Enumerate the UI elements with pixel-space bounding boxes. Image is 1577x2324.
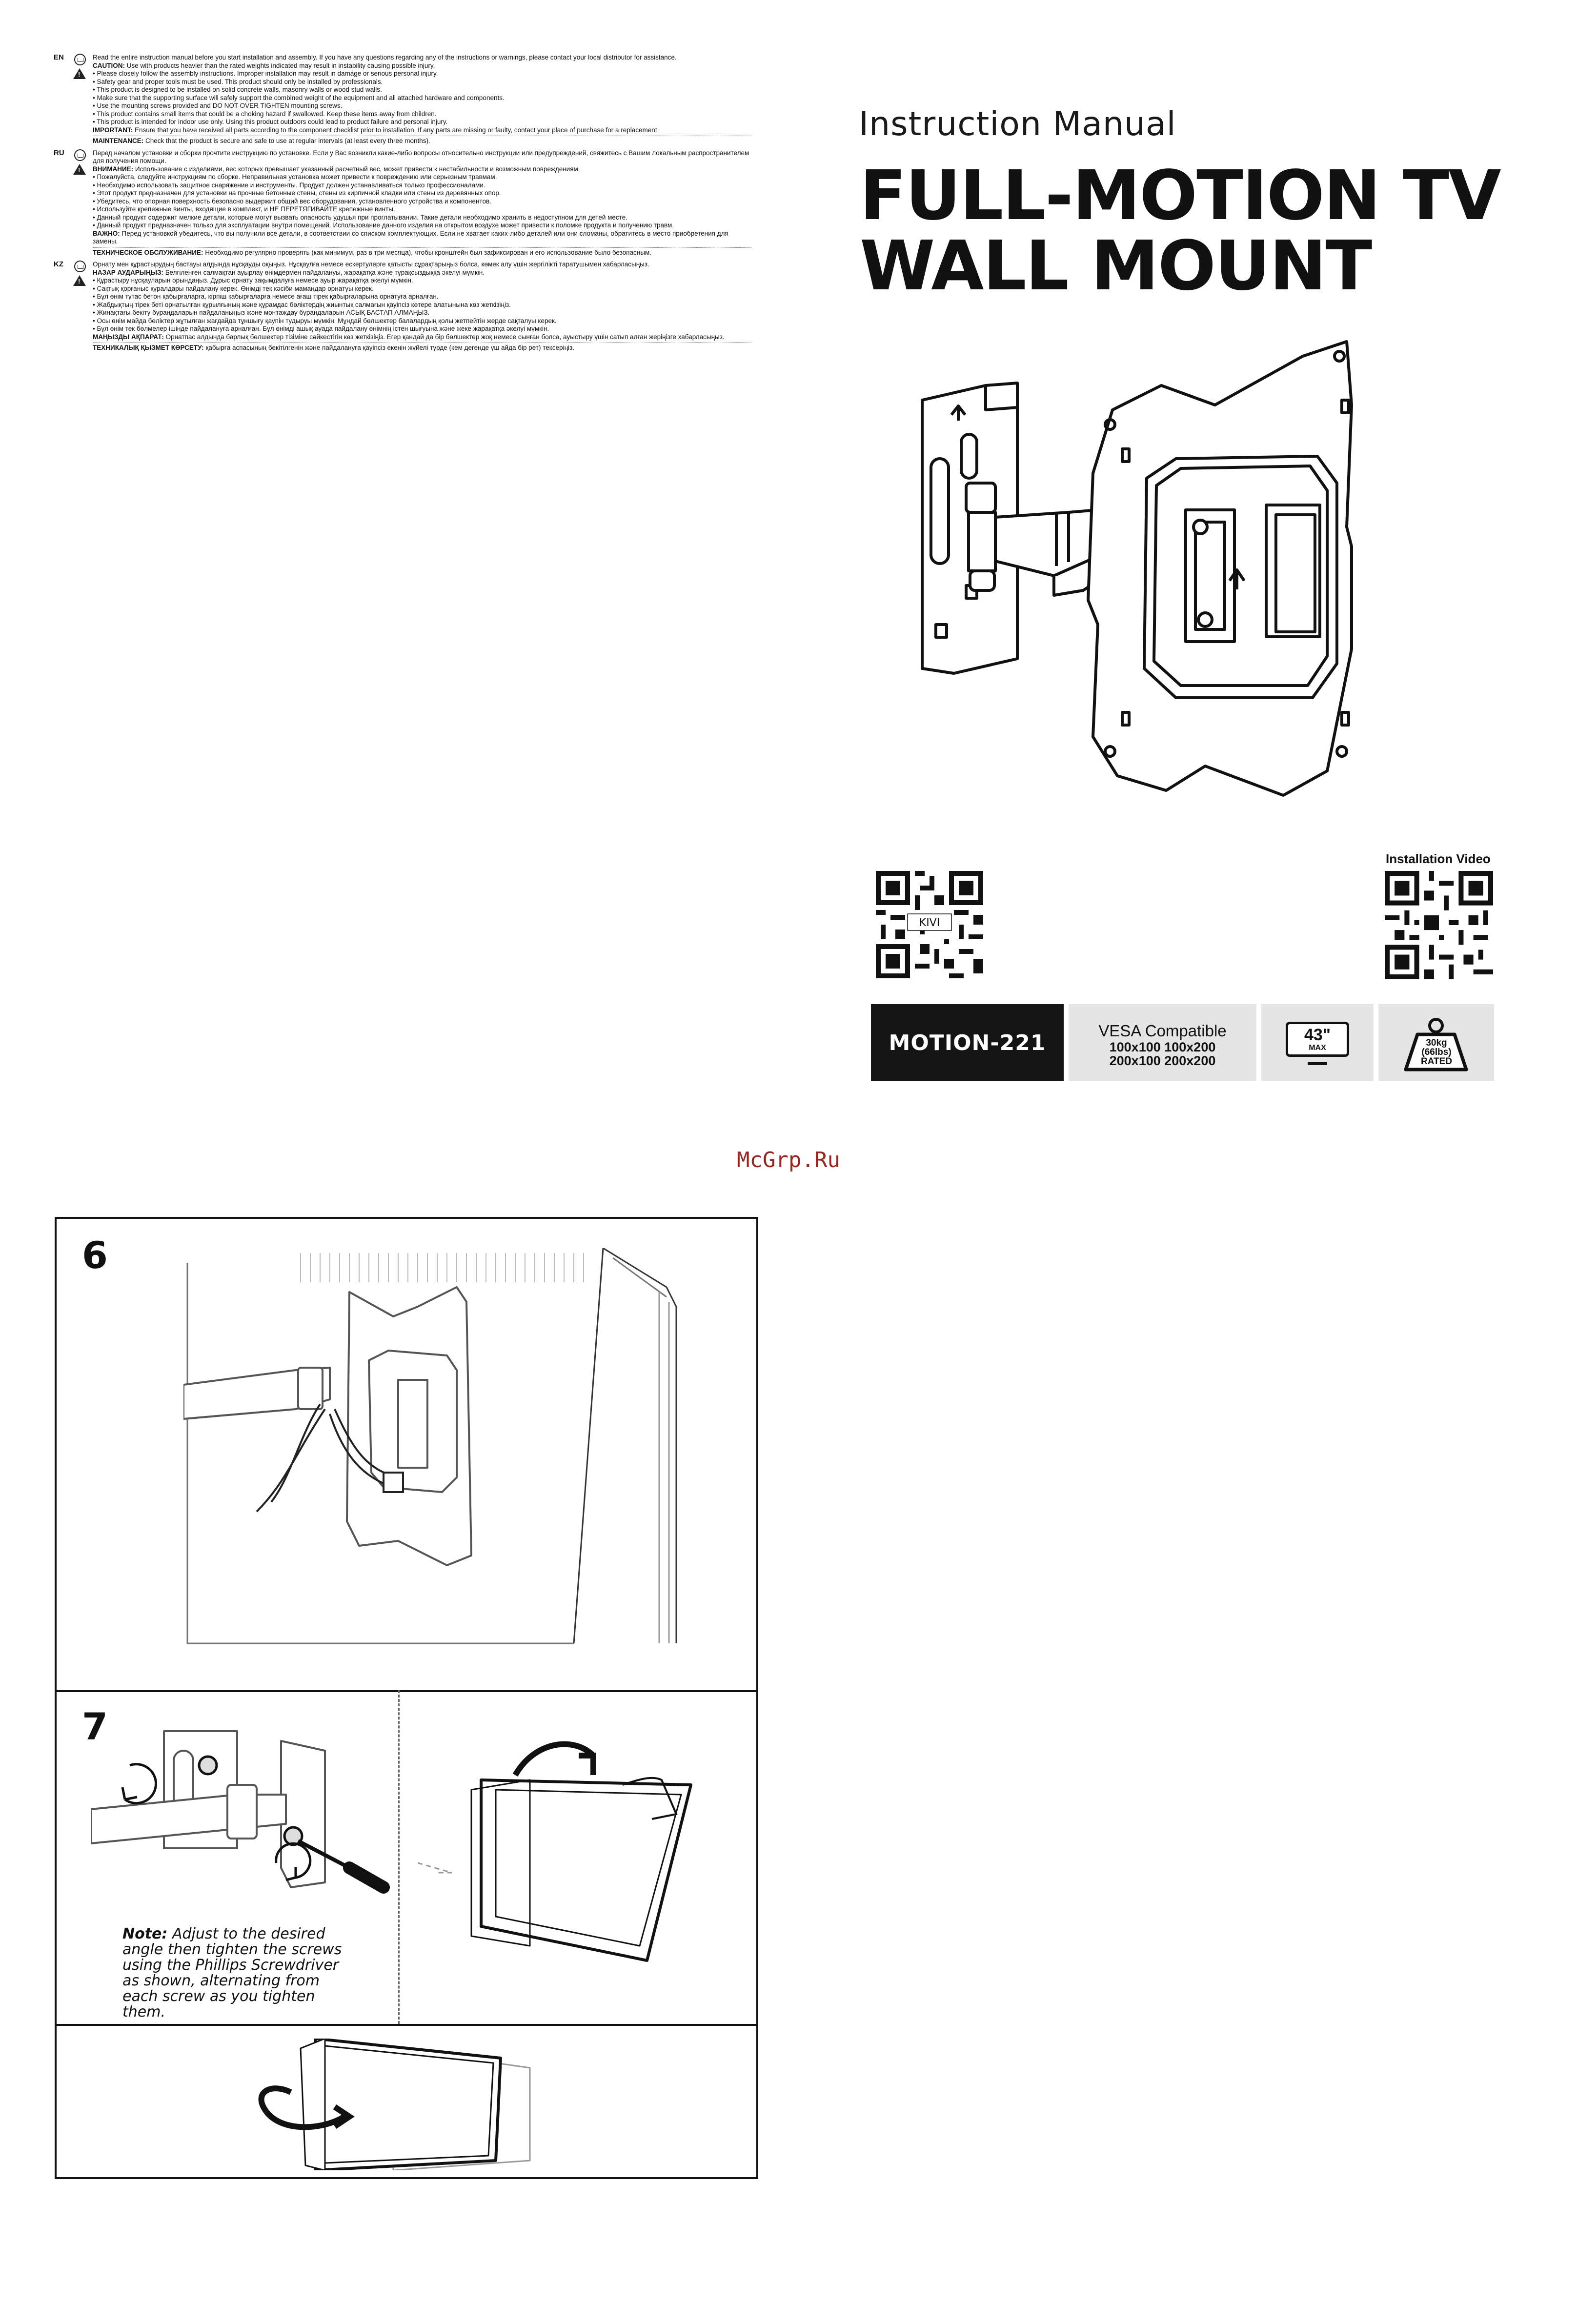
warning-icon: [73, 275, 86, 286]
note-label: Note:: [122, 1925, 168, 1942]
tv-icon: [1286, 1022, 1349, 1057]
maintenance-line: MAINTENANCE: Check that the product is secure and safe to use at regular intervals (at least every three months).: [93, 136, 751, 145]
maintenance-line: ТЕХНИЧЕСКОЕ ОБСЛУЖИВАНИЕ: Необходимо регулярно проверять (как минимум, раз в три месяца), чтобы кронштейн был зафиксирован и его использование было безопасным.: [93, 247, 751, 257]
weight-kg: 30kg: [1426, 1038, 1447, 1048]
safety-item: • Safety gear and proper tools must be used. This product should only be installed by professionals.: [93, 78, 383, 85]
warning-icon: [73, 164, 86, 175]
safety-item: • Необходимо использовать защитное снаряжение и инструменты. Продукт должен устанавливаться только профессионалами.: [93, 181, 485, 189]
installation-video-label: Installation Video: [1386, 851, 1491, 866]
vesa-badge: [1069, 1004, 1256, 1081]
weight-text: [1411, 1038, 1462, 1066]
safety-item: • Бұл өнім тұтас бетон қабырғаларға, кірпіш қабырғаларға немесе ағаш тірек қабырғаларына орнатуға арналған.: [93, 293, 439, 300]
read-manual-icon: [74, 54, 86, 65]
step-6-number: 6: [82, 1233, 108, 1277]
warning-icon: [73, 68, 86, 79]
step7-tilt-illustration: [418, 1707, 749, 2009]
intro-text: Read the entire instruction manual before you start installation and assembly. If you have any questions regarding any of the instructions or warnings, please contact your local distributor for assistance.: [93, 54, 677, 61]
important-line: МАҢЫЗДЫ АҚПАРАТ: Орнатпас алдында барлық бөлшектер тізімінe сәйкестігін көз жеткізіңіз. Егер қандай да бір бөлшектер жоқ немесе сынған болса, ауыстыру үшін сатып алған жеріңізге хабарласыңыз.: [93, 333, 725, 341]
kivi-qr-code[interactable]: [876, 871, 983, 978]
manual-subtitle: Instruction Manual: [859, 105, 1176, 143]
vesa-sizes-line2: 200x100 200x200: [1109, 1053, 1216, 1068]
intro-text: Перед началом установки и сборки прочтите инструкцию по установке. Если у Вас возникли какие-либо вопросы относительно инструкции или предупреждений, свяжитесь с Вашим локальным распространителем для получения помощи.: [93, 149, 749, 164]
lang-code-ru: RU: [54, 148, 64, 157]
max-screen-badge: [1261, 1004, 1374, 1081]
safety-item: • Сақтық қорғаныс құралдары пайдалану керек. Өнімді тек кәсіби мамандар орнатуы керек.: [93, 284, 374, 292]
step-divider: [57, 1690, 756, 1692]
note-text: Adjust to the desired angle then tighten the screws using the Phillips Screwdriver as shown, alternating from each screw as you tighten them.: [122, 1925, 342, 2021]
caution-line: НАЗАР АУДАРЫҢЫЗ: Белгіленген салмақтан ауырлау өнімдермен пайдалануы, жарақатқа және тұрақсыздыққа әкелуі мүмкін.: [93, 268, 485, 276]
safety-item: • Жинақтағы бекіту бұрандаларын пайдаланыңыз және монтаждау бұрандаларын АСЫҚ БАСТАП АЛМАҢЫЗ.: [93, 309, 430, 316]
safety-item: • Осы өнім майда бөліктер жұтылған жағдайда тұншығу қаупін тудыруы мүмкін. Мұндай бөлшектер балалардың қолы жетпейтін жерде сақталуы керек.: [93, 317, 557, 324]
safety-kz: [54, 261, 751, 352]
safety-item: • Этот продукт предназначен для установки на прочные бетонные стены, стены из кирпичной кладки или стены из деревянных опор.: [93, 189, 501, 197]
safety-item: • This product is intended for indoor use only. Using this product outdoors could lead to product failure and personal injury.: [93, 118, 448, 125]
safety-item: • Құрастыру нұсқауларын орындаңыз. Дұрыс орнату зақымдалуға немесе ауыр жарақатқа әкелуі мүмкін.: [93, 277, 413, 284]
safety-ru: [54, 149, 751, 257]
model-badge: MOTION-221: [871, 1004, 1064, 1081]
max-size-value: 43": [1304, 1026, 1331, 1044]
step8-swivel-illustration: [252, 2039, 593, 2170]
installation-steps-panel: [55, 1217, 758, 2179]
important-line: IMPORTANT: Ensure that you have received all parts according to the component checklist prior to installation. If any parts are missing or faulty, contact your place of purchase for a replacement.: [93, 126, 659, 134]
read-manual-icon: [74, 261, 86, 272]
important-line: ВАЖНО: Перед установкой убедитесь, что вы получили все детали, в соответствии со списком комплектующих. Если не хватает каких-либо деталей или они сломаны, обратитесь в место приобретения для замены.: [93, 229, 728, 245]
caution-line: ВНИМАНИЕ: Использование с изделиями, вес которых превышает указанный расчетный вес, может привести к нестабильности и возможным повреждениям.: [93, 165, 580, 173]
safety-item: • This product contains small items that could be a choking hazard if swallowed. Keep these items away from children.: [93, 110, 437, 118]
intro-text: Орнату мен құрастырудың бастауы алдында нұсқауды оқыңыз. Нұсқаулға немесе ескертулерге қатысты сұрақтарыңыз болса, көмек алу үшін жергілікті таратушымен хабарласыңыз.: [93, 261, 649, 268]
step7-tighten-illustration: [91, 1721, 393, 1917]
weight-lbs: (66lbs): [1421, 1047, 1452, 1057]
lang-code-en: EN: [54, 53, 64, 61]
safety-item: • Make sure that the supporting surface will safely support the combined weight of the equipment and all attached hardware and components.: [93, 94, 505, 101]
step7-divider: [398, 1690, 400, 2024]
product-title: [860, 156, 1500, 306]
step-divider: [57, 2024, 756, 2026]
vesa-sizes-line1: 100x100 100x200: [1109, 1040, 1216, 1054]
wall-mount-illustration: [912, 327, 1478, 869]
step-7-number: 7: [82, 1705, 108, 1748]
qr-brand-label: KIVI: [919, 917, 940, 929]
lang-code-kz: KZ: [54, 260, 63, 268]
safety-item: • Данный продукт содержит мелкие детали, которые могут вызвать опасность удушья при проглатывании. Такие детали необходимо хранить в недоступном для детей месте.: [93, 213, 627, 221]
step7-note: [122, 1926, 357, 2020]
safety-item: • This product is designed to be installed on solid concrete walls, masonry walls or wood stud walls.: [93, 86, 382, 93]
safety-item: • Данный продукт предназначен только для эксплуатации внутри помещений. Использование данного изделия на открытом воздухе может привести к поломке продукта и получению травм.: [93, 222, 674, 229]
safety-item: • Жабдықтың тірек беті орнатылған құрылғының және құрамдас бөліктердің жиынтық салмағын қауіпсіз көтере алатынына көз жеткізіңіз.: [93, 301, 511, 308]
max-size-label: MAX: [1309, 1044, 1326, 1052]
title-line-1: FULL-MOTION TV: [860, 156, 1500, 236]
safety-item: • Please closely follow the assembly instructions. Improper installation may result in damage or serious personal injury.: [93, 70, 438, 77]
safety-item: • Use the mounting screws provided and DO NOT OVER TIGHTEN mounting screws.: [93, 102, 343, 109]
weight-rating-badge: [1378, 1004, 1494, 1081]
safety-en: [54, 54, 751, 145]
title-line-2: WALL MOUNT: [860, 226, 1372, 306]
safety-item: • Бұл өнім тек бөлмелер ішінде пайдалануға арналған. Бұл өнімді ашық ауада пайдалану өнімнің істен шығуына және жеке жарақатқа әкелуі мүмкін.: [93, 325, 549, 332]
safety-instructions: [54, 54, 751, 356]
caution-line: CAUTION: Use with products heavier than the rated weights indicated may result in instability causing possible injury.: [93, 61, 435, 69]
safety-item: • Пожалуйста, следуйте инструкциям по сборке. Неправильная установка может привести к повреждению или серьезным травмам.: [93, 173, 497, 181]
maintenance-line: ТЕХНИКАЛЫҚ ҚЫЗМЕТ КӨРСЕТУ: қабырға аспасының бекітілгенін және пайдалануға қауіпсіз екенін жүйелі түрде (кем дегенде үш айда бір рет) тексеріңіз.: [93, 343, 751, 352]
read-manual-icon: [74, 149, 86, 161]
watermark: McGrp.Ru: [737, 1148, 840, 1172]
safety-item: • Используйте крепежные винты, входящие в комплект, и НЕ ПЕРЕТЯГИВАЙТЕ крепежные винты.: [93, 205, 395, 213]
safety-item: • Убедитесь, что опорная поверхность безопасно выдержит общий вес оборудования, установленного устройства и компонентов.: [93, 197, 491, 205]
step6-illustration: [183, 1248, 720, 1677]
installation-video-qr-code[interactable]: [1385, 871, 1493, 979]
vesa-title: VESA Compatible: [1098, 1022, 1227, 1040]
weight-rated-label: RATED: [1420, 1056, 1453, 1067]
